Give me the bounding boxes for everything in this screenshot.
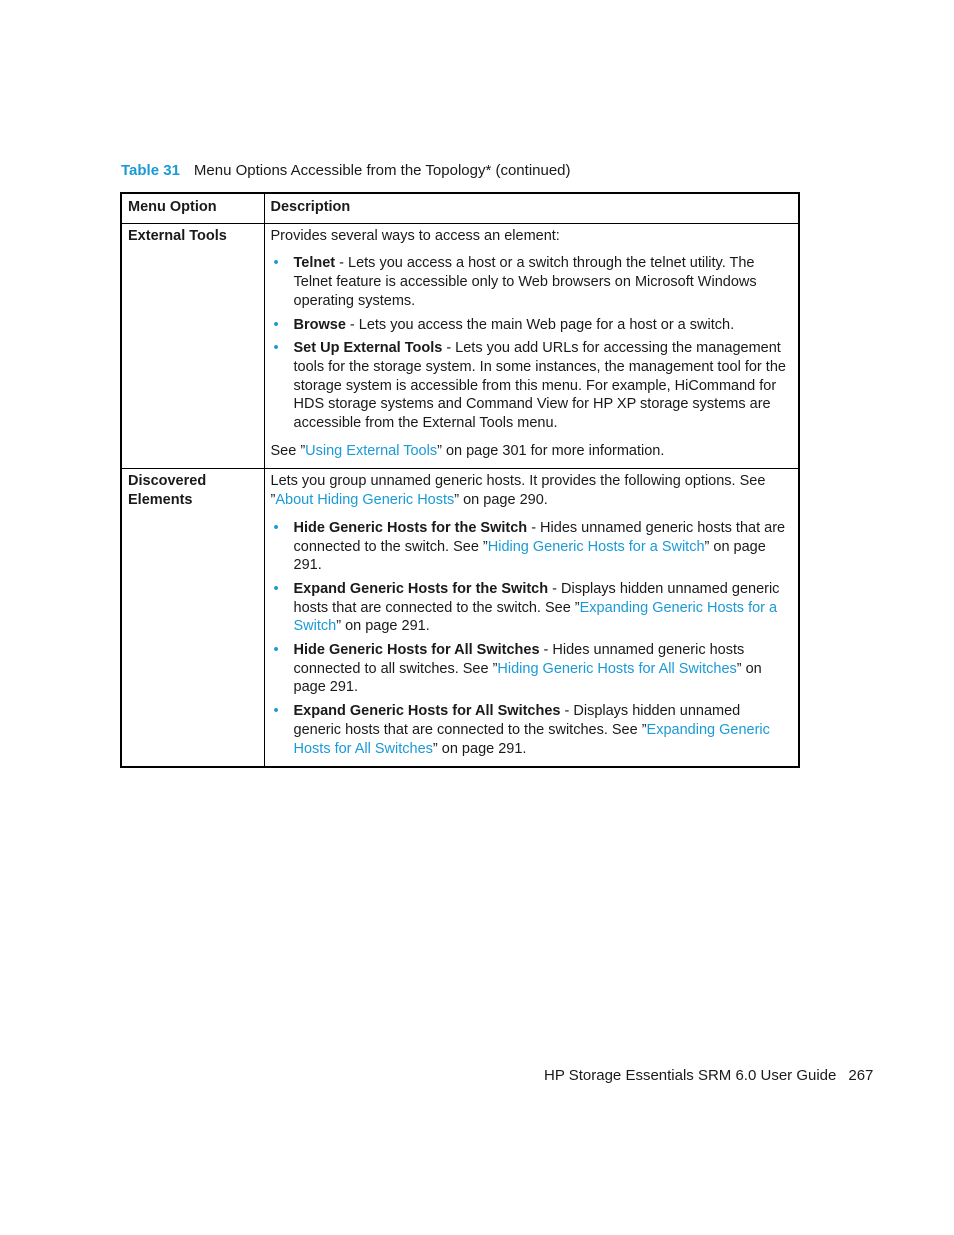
item-term: Telnet <box>293 255 336 272</box>
list-item <box>271 702 791 758</box>
item-post: ” on page 291. <box>293 660 762 696</box>
link-expanding-generic-hosts-all-switches[interactable]: Expanding Generic Hosts for All Switches <box>293 721 770 757</box>
link-using-external-tools[interactable]: Using External Tools <box>305 442 438 459</box>
menu-options-table <box>120 192 800 768</box>
table-header-row <box>121 193 799 223</box>
list-item <box>271 580 791 636</box>
item-post: ” on page 291. <box>336 618 430 635</box>
link-expanding-generic-hosts-switch[interactable]: Expanding Generic Hosts for a Switch <box>293 599 778 635</box>
item-term: Browse <box>293 316 346 333</box>
list-item <box>271 641 791 697</box>
bullet-list <box>271 254 791 432</box>
description-intro: Provides several ways to access an element: <box>270 227 560 244</box>
table-row <box>121 223 799 469</box>
item-term: Hide Generic Hosts for the Switch <box>293 519 528 536</box>
description-intro <box>271 472 791 509</box>
item-post: ” on page 291. <box>432 740 527 757</box>
page-number: 267 <box>848 1067 874 1084</box>
link-hiding-generic-hosts-switch[interactable]: Hiding Generic Hosts for a Switch <box>487 538 705 555</box>
intro-pre: Lets you group unnamed generic hosts. It provides the following options. See ” <box>270 473 766 509</box>
list-item <box>271 519 791 575</box>
bullet-icon: • <box>273 642 279 659</box>
header-menu-option: Menu Option <box>121 193 264 223</box>
item-text: - Lets you access the main Web page for a host or a switch. <box>345 316 735 333</box>
header-description: Description <box>264 193 799 223</box>
list-item <box>271 339 791 433</box>
item-text: - Displays hidden unnamed generic hosts that are connected to the switches. See ” <box>293 703 741 738</box>
item-text: - Lets you access a host or a switch through the telnet utility. The Telnet feature is accessible only to Web browsers on Microsoft Windows operating systems. <box>293 255 757 309</box>
item-post: ” on page 291. <box>293 538 766 574</box>
see-post: ” on page 301 for more information. <box>437 442 665 459</box>
guide-title: HP Storage Essentials SRM 6.0 User Guide <box>544 1067 837 1084</box>
item-term: Hide Generic Hosts for All Switches <box>293 642 540 659</box>
bullet-icon: • <box>273 580 279 597</box>
item-text: - Lets you add URLs for accessing the management tools for the storage system. In some instances, the management tool for the storage system is accessible from this menu. For example, HiCommand for HDS storage systems and Command View for HP XP storage systems are accessible from the External Tools menu. <box>293 340 786 432</box>
description-discovered-elements <box>264 469 799 767</box>
description-external-tools <box>264 223 799 469</box>
menu-option-external-tools: External Tools <box>121 223 264 469</box>
table-caption <box>121 161 571 181</box>
item-text: - Hides unnamed generic hosts that are connected to the switch. See ” <box>293 519 786 555</box>
link-hiding-generic-hosts-all-switches[interactable]: Hiding Generic Hosts for All Switches <box>497 660 737 677</box>
menu-option-discovered-elements: Discovered Elements <box>121 469 264 767</box>
page-footer <box>544 1066 873 1086</box>
link-about-hiding-generic-hosts[interactable]: About Hiding Generic Hosts <box>275 492 455 509</box>
table-row <box>121 469 799 767</box>
item-text: - Displays hidden unnamed generic hosts that are connected to the switch. See ” <box>293 580 780 616</box>
list-item <box>271 316 791 335</box>
item-text: - Hides unnamed generic hosts connected to all switches. See ” <box>293 642 745 677</box>
see-also <box>271 442 791 461</box>
bullet-icon: • <box>273 519 279 536</box>
table-number: Table 31 <box>121 162 180 179</box>
bullet-list <box>271 519 791 758</box>
intro-post: ” on page 290. <box>454 492 548 509</box>
bullet-icon: • <box>273 340 279 357</box>
item-term: Expand Generic Hosts for the Switch <box>293 580 549 597</box>
table-title: Menu Options Accessible from the Topology* (continued) <box>193 162 571 179</box>
bullet-icon: • <box>273 255 279 272</box>
item-term: Set Up External Tools <box>293 340 443 357</box>
see-pre: See ” <box>270 442 306 459</box>
list-item <box>271 254 791 310</box>
item-term: Expand Generic Hosts for All Switches <box>293 703 561 720</box>
bullet-icon: • <box>273 703 279 720</box>
bullet-icon: • <box>273 316 279 333</box>
